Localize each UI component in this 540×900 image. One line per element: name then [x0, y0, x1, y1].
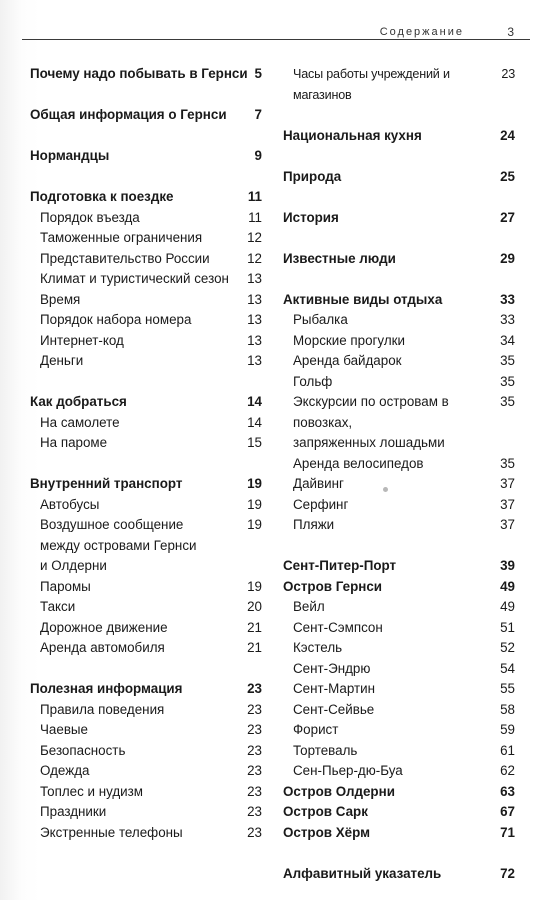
toc-entry-title: Общая информация о Гернси	[30, 107, 227, 122]
toc-subsection-entry	[283, 659, 515, 680]
toc-subsection-entry	[30, 351, 262, 372]
toc-entry-title: Сент-Мартин	[293, 681, 376, 696]
toc-section-entry	[283, 290, 515, 311]
toc-entry-page: 35	[500, 394, 515, 409]
toc-column-left	[30, 64, 262, 843]
toc-entry-title: Правила поведения	[40, 701, 165, 717]
toc-entry-page: 23	[247, 824, 262, 840]
toc-section-entry	[30, 474, 262, 495]
toc-subsection-entry	[283, 64, 515, 105]
toc-column-right	[283, 64, 515, 884]
toc-section-entry	[283, 556, 515, 577]
toc-entry-title: Одежда	[40, 763, 90, 778]
toc-entry-title: Праздники	[40, 804, 107, 819]
toc-subsection-entry	[30, 700, 262, 721]
toc-entry-title: Паромы	[40, 578, 91, 594]
toc-section-entry	[283, 864, 515, 885]
toc-entry-page: 67	[500, 804, 515, 819]
toc-entry-page: 33	[500, 291, 515, 307]
toc-entry-page: 52	[500, 640, 515, 655]
toc-entry-title: Время	[40, 291, 81, 307]
toc-entry-title: Рыбалка	[293, 312, 348, 327]
toc-entry-page: 14	[247, 414, 262, 430]
toc-entry-page: 12	[247, 250, 262, 266]
toc-subsection-entry	[283, 392, 515, 454]
toc-entry-title: Топлес и нудизм	[40, 783, 143, 799]
toc-entry-page: 21	[247, 619, 262, 635]
toc-entry-page: 27	[500, 209, 515, 225]
toc-entry-page: 9	[254, 148, 262, 163]
toc-entry-title: На пароме	[40, 435, 108, 450]
toc-entry-title: Автобусы	[40, 496, 100, 512]
toc-section-entry	[30, 679, 262, 700]
toc-entry-title: Аренда велосипедов	[293, 455, 424, 471]
toc-entry-page: 11	[248, 209, 262, 225]
toc-subsection-entry	[283, 618, 515, 639]
running-title: Содержание	[379, 26, 464, 38]
toc-subsection-entry	[283, 638, 515, 659]
toc-entry-page: 54	[500, 660, 515, 676]
toc-entry-page: 51	[500, 619, 515, 635]
toc-entry-page: 61	[500, 742, 515, 758]
toc-entry-page: 23	[247, 783, 262, 799]
toc-entry-title: Внутренний транспорт	[30, 476, 183, 491]
toc-entry-page: 35	[500, 455, 515, 471]
toc-entry-page: 13	[247, 332, 262, 348]
toc-entry-page: 23	[247, 701, 262, 717]
toc-entry-page: 19	[247, 578, 262, 594]
toc-entry-page: 71	[500, 824, 515, 840]
toc-entry-title: Как добраться	[30, 394, 127, 409]
toc-entry-title: Дайвинг	[293, 476, 344, 491]
toc-entry-title: Деньги	[40, 353, 84, 368]
toc-subsection-entry	[283, 351, 515, 372]
toc-entry-page: 20	[247, 599, 262, 614]
toc-subsection-entry	[283, 495, 515, 516]
toc-entry-title: Пляжи	[293, 517, 335, 532]
toc-entry-title: Порядок въезда	[40, 209, 140, 225]
toc-subsection-entry	[30, 802, 262, 823]
toc-entry-title: Алфавитный указатель	[283, 865, 442, 881]
toc-subsection-entry	[30, 331, 262, 352]
toc-section-entry	[283, 126, 515, 147]
toc-entry-page: 13	[247, 271, 262, 286]
toc-entry-title: Полезная информация	[30, 681, 183, 696]
toc-entry-page: 29	[500, 250, 515, 266]
toc-entry-page: 15	[247, 435, 262, 450]
toc-entry-page: 21	[247, 640, 262, 655]
toc-entry-title: Безопасность	[40, 742, 126, 758]
toc-section-entry	[283, 249, 515, 270]
toc-section-entry	[30, 146, 262, 167]
toc-entry-page: 7	[254, 107, 262, 122]
toc-subsection-entry	[283, 454, 515, 475]
toc-entry-page: 23	[247, 804, 262, 819]
toc-entry-title: Подготовка к поездке	[30, 189, 174, 204]
toc-entry-title: Экскурсии по островам в повозках, запряженных лошадьми	[293, 394, 449, 450]
toc-subsection-entry	[283, 310, 515, 331]
toc-subsection-entry	[30, 782, 262, 803]
toc-subsection-entry	[283, 741, 515, 762]
toc-subsection-entry	[283, 679, 515, 700]
toc-entry-page: 19	[247, 517, 262, 532]
toc-entry-title: Такси	[40, 599, 76, 614]
toc-entry-title: Морские прогулки	[293, 332, 405, 348]
toc-subsection-entry	[30, 638, 262, 659]
toc-subsection-entry	[30, 310, 262, 331]
toc-subsection-entry	[30, 515, 262, 577]
toc-entry-page: 37	[500, 476, 515, 491]
toc-section-entry	[283, 802, 515, 823]
toc-entry-page: 55	[500, 681, 515, 696]
toc-entry-page: 59	[500, 722, 515, 737]
toc-section-entry	[283, 208, 515, 229]
toc-subsection-entry	[283, 700, 515, 721]
toc-section-entry	[283, 167, 515, 188]
toc-subsection-entry	[30, 823, 262, 844]
header-rule	[22, 39, 530, 40]
toc-entry-title: Аренда байдарок	[293, 353, 402, 368]
toc-section-entry	[283, 823, 515, 844]
toc-entry-page: 24	[500, 127, 515, 143]
toc-entry-title: Известные люди	[283, 250, 396, 266]
toc-subsection-entry	[283, 331, 515, 352]
toc-entry-title: Вейл	[293, 599, 325, 614]
toc-subsection-entry	[283, 761, 515, 782]
toc-entry-title: Форист	[293, 722, 339, 737]
toc-entry-page: 49	[500, 599, 515, 614]
toc-entry-title: Сент-Питер-Порт	[283, 558, 397, 573]
toc-subsection-entry	[30, 618, 262, 639]
toc-subsection-entry	[283, 474, 515, 495]
page-header	[0, 0, 540, 40]
toc-entry-page: 13	[247, 353, 262, 368]
toc-entry-title: Экстренные телефоны	[40, 824, 183, 840]
toc-entry-page: 12	[247, 230, 262, 245]
toc-subsection-entry	[30, 208, 262, 229]
toc-subsection-entry	[30, 433, 262, 454]
page-number: 3	[507, 25, 514, 39]
toc-entry-title: Активные виды отдыха	[283, 291, 443, 307]
toc-entry-page: 37	[500, 517, 515, 532]
toc-entry-title: Остров Хёрм	[283, 824, 371, 840]
toc-entry-title: История	[283, 209, 339, 225]
toc-entry-page: 14	[247, 394, 262, 409]
toc-entry-title: Природа	[283, 168, 342, 184]
toc-entry-page: 72	[500, 865, 515, 881]
toc-entry-title: Национальная кухня	[283, 127, 422, 143]
toc-entry-title: Чаевые	[40, 722, 89, 737]
toc-entry-title: Тортеваль	[293, 742, 358, 758]
toc-entry-page: 63	[500, 783, 515, 799]
toc-subsection-entry	[283, 720, 515, 741]
toc-entry-page: 13	[247, 312, 262, 327]
toc-entry-title: Порядок набора номера	[40, 312, 192, 327]
toc-subsection-entry	[30, 269, 262, 290]
toc-entry-page: 23	[501, 67, 515, 81]
toc-entry-title: Сент-Эндрю	[293, 660, 371, 676]
toc-entry-page: 23	[247, 742, 262, 758]
toc-entry-title: Сент-Сэмпсон	[293, 619, 383, 635]
toc-section-entry	[30, 64, 262, 85]
toc-section-entry	[283, 577, 515, 598]
toc-entry-page: 35	[500, 353, 515, 368]
toc-entry-page: 23	[247, 681, 262, 696]
toc-subsection-entry	[30, 495, 262, 516]
toc-subsection-entry	[30, 720, 262, 741]
toc-entry-title: Серфинг	[293, 496, 349, 512]
toc-entry-title: Почему надо побывать в Гернси	[30, 66, 248, 81]
toc-entry-title: Гольф	[293, 373, 333, 389]
toc-subsection-entry	[30, 290, 262, 311]
toc-entry-page: 19	[247, 496, 262, 512]
toc-entry-page: 34	[500, 332, 515, 348]
toc-entry-page: 39	[500, 558, 515, 573]
toc-entry-page: 33	[500, 312, 515, 327]
toc-entry-page: 19	[247, 476, 262, 491]
toc-entry-page: 11	[247, 189, 262, 204]
toc-entry-page: 35	[500, 373, 515, 389]
toc-entry-page: 13	[247, 291, 262, 307]
toc-subsection-entry	[283, 372, 515, 393]
toc-entry-title: Остров Сарк	[283, 804, 368, 819]
toc-entry-title: На самолете	[40, 414, 120, 430]
toc-entry-title: Сен-Пьер-дю-Буа	[293, 763, 403, 778]
toc-entry-title: Нормандцы	[30, 148, 110, 163]
toc-entry-page: 23	[247, 763, 262, 778]
toc-section-entry	[30, 392, 262, 413]
toc-entry-page: 58	[500, 701, 515, 717]
toc-subsection-entry	[30, 741, 262, 762]
toc-entry-title: Таможенные ограничения	[40, 230, 203, 245]
toc-entry-page: 62	[500, 763, 515, 778]
toc-entry-title: Климат и туристический сезон	[40, 271, 229, 286]
toc-entry-page: 37	[500, 496, 515, 512]
toc-entry-title: Воздушное сообщение между островами Гернси и Олдерни	[40, 517, 197, 573]
toc-subsection-entry	[30, 413, 262, 434]
toc-entry-page: 49	[500, 578, 515, 594]
toc-entry-title: Остров Гернси	[283, 578, 383, 594]
toc-entry-title: Аренда автомобиля	[40, 640, 165, 655]
toc-subsection-entry	[283, 515, 515, 536]
toc-entry-title: Часы работы учреждений и магазинов	[293, 67, 450, 102]
toc-subsection-entry	[30, 577, 262, 598]
toc-section-entry	[30, 105, 262, 126]
toc-entry-page: 23	[247, 722, 262, 737]
page-smudge	[383, 487, 388, 492]
toc-subsection-entry	[30, 597, 262, 618]
toc-section-entry	[283, 782, 515, 803]
toc-entry-page: 25	[500, 168, 515, 184]
toc-subsection-entry	[30, 761, 262, 782]
toc-section-entry	[30, 187, 262, 208]
toc-entry-title: Остров Олдерни	[283, 783, 395, 799]
toc-subsection-entry	[30, 228, 262, 249]
toc-entry-title: Кэстель	[293, 640, 343, 655]
toc-subsection-entry	[283, 597, 515, 618]
toc-entry-title: Интернет-код	[40, 332, 124, 348]
toc-entry-title: Дорожное движение	[40, 619, 168, 635]
toc-entry-page: 5	[254, 66, 262, 81]
toc-subsection-entry	[30, 249, 262, 270]
toc-entry-title: Представительство России	[40, 250, 210, 266]
toc-entry-title: Сент-Сейвье	[293, 701, 375, 717]
